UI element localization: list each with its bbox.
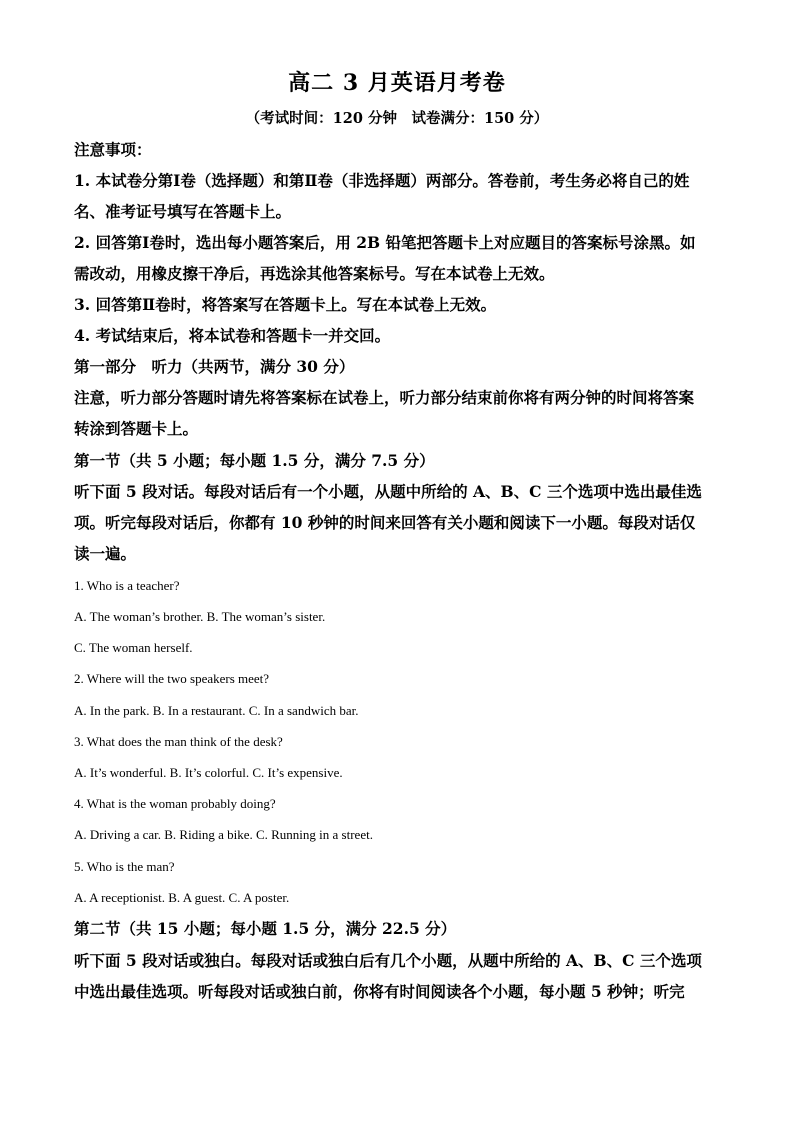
section1-heading: 第一节（共 5 小题；每小题 1.5 分，满分 7.5 分） (74, 451, 435, 470)
section2-heading: 第二节（共 15 小题；每小题 1.5 分，满分 22.5 分） (74, 919, 457, 938)
notice-line: 名、准考证号填写在答题卡上。 (74, 202, 292, 221)
section2-intro-line: 听下面 5 段对话或独白。每段对话或独白后有几个小题，从题中所给的 A、B、C 三个选项 (74, 951, 702, 970)
part1-heading: 第一部分 听力（共两节，满分 30 分） (74, 357, 355, 376)
part1-note-line: 转涂到答题卡上。 (74, 419, 199, 438)
section1-intro-line: 读一遍。 (74, 544, 137, 563)
exam-title: 高二 3 月英语月考卷 (288, 70, 506, 96)
answer-options: A. A receptionist. B. A guest. C. A poster. (74, 890, 290, 905)
section1-intro-line: 听下面 5 段对话。每段对话后有一个小题，从题中所给的 A、B、C 三个选项中选出最佳选 (74, 482, 702, 501)
section2-intro-line: 中选出最佳选项。听每段对话或独白前，你将有时间阅读各个小题，每小题 5 秒钟；听完 (74, 982, 685, 1001)
answer-options: A. It’s wonderful. B. It’s colorful. C. It’s expensive. (74, 765, 343, 780)
notice-heading: 注意事项： (74, 140, 152, 159)
answer-options: C. The woman herself. (74, 640, 193, 655)
exam-subtitle: （考试时间：120 分钟 试卷满分：150 分） (245, 110, 549, 127)
section1-intro-line: 项。听完每段对话后，你都有 10 秒钟的时间来回答有关小题和阅读下一小题。每段对话仅 (74, 513, 696, 532)
question-text: 3. What does the man think of the desk? (74, 734, 283, 749)
question-text: 5. Who is the man? (74, 859, 175, 874)
notice-line: 2. 回答第Ⅰ卷时，选出每小题答案后，用 2B 铅笔把答题卡上对应题目的答案标号涂黑。如 (74, 233, 696, 252)
notice-line: 需改动，用橡皮擦干净后，再选涂其他答案标号。写在本试卷上无效。 (74, 264, 555, 283)
answer-options: A. In the park. B. In a restaurant. C. In a sandwich bar. (74, 703, 359, 718)
question-text: 1. Who is a teacher? (74, 578, 180, 593)
answer-options: A. The woman’s brother. B. The woman’s sister. (74, 609, 326, 624)
question-text: 4. What is the woman probably doing? (74, 796, 276, 811)
notice-line: 3. 回答第Ⅱ卷时，将答案写在答题卡上。写在本试卷上无效。 (74, 295, 497, 314)
answer-options: A. Driving a car. B. Riding a bike. C. Running in a street. (74, 827, 373, 842)
part1-note-line: 注意，听力部分答题时请先将答案标在试卷上，听力部分结束前你将有两分钟的时间将答案 (74, 388, 695, 407)
notice-line: 4. 考试结束后，将本试卷和答题卡一并交回。 (74, 326, 391, 345)
notice-line: 1. 本试卷分第Ⅰ卷（选择题）和第Ⅱ卷（非选择题）两部分。答卷前，考生务必将自己的姓 (74, 171, 690, 190)
question-text: 2. Where will the two speakers meet? (74, 671, 270, 686)
